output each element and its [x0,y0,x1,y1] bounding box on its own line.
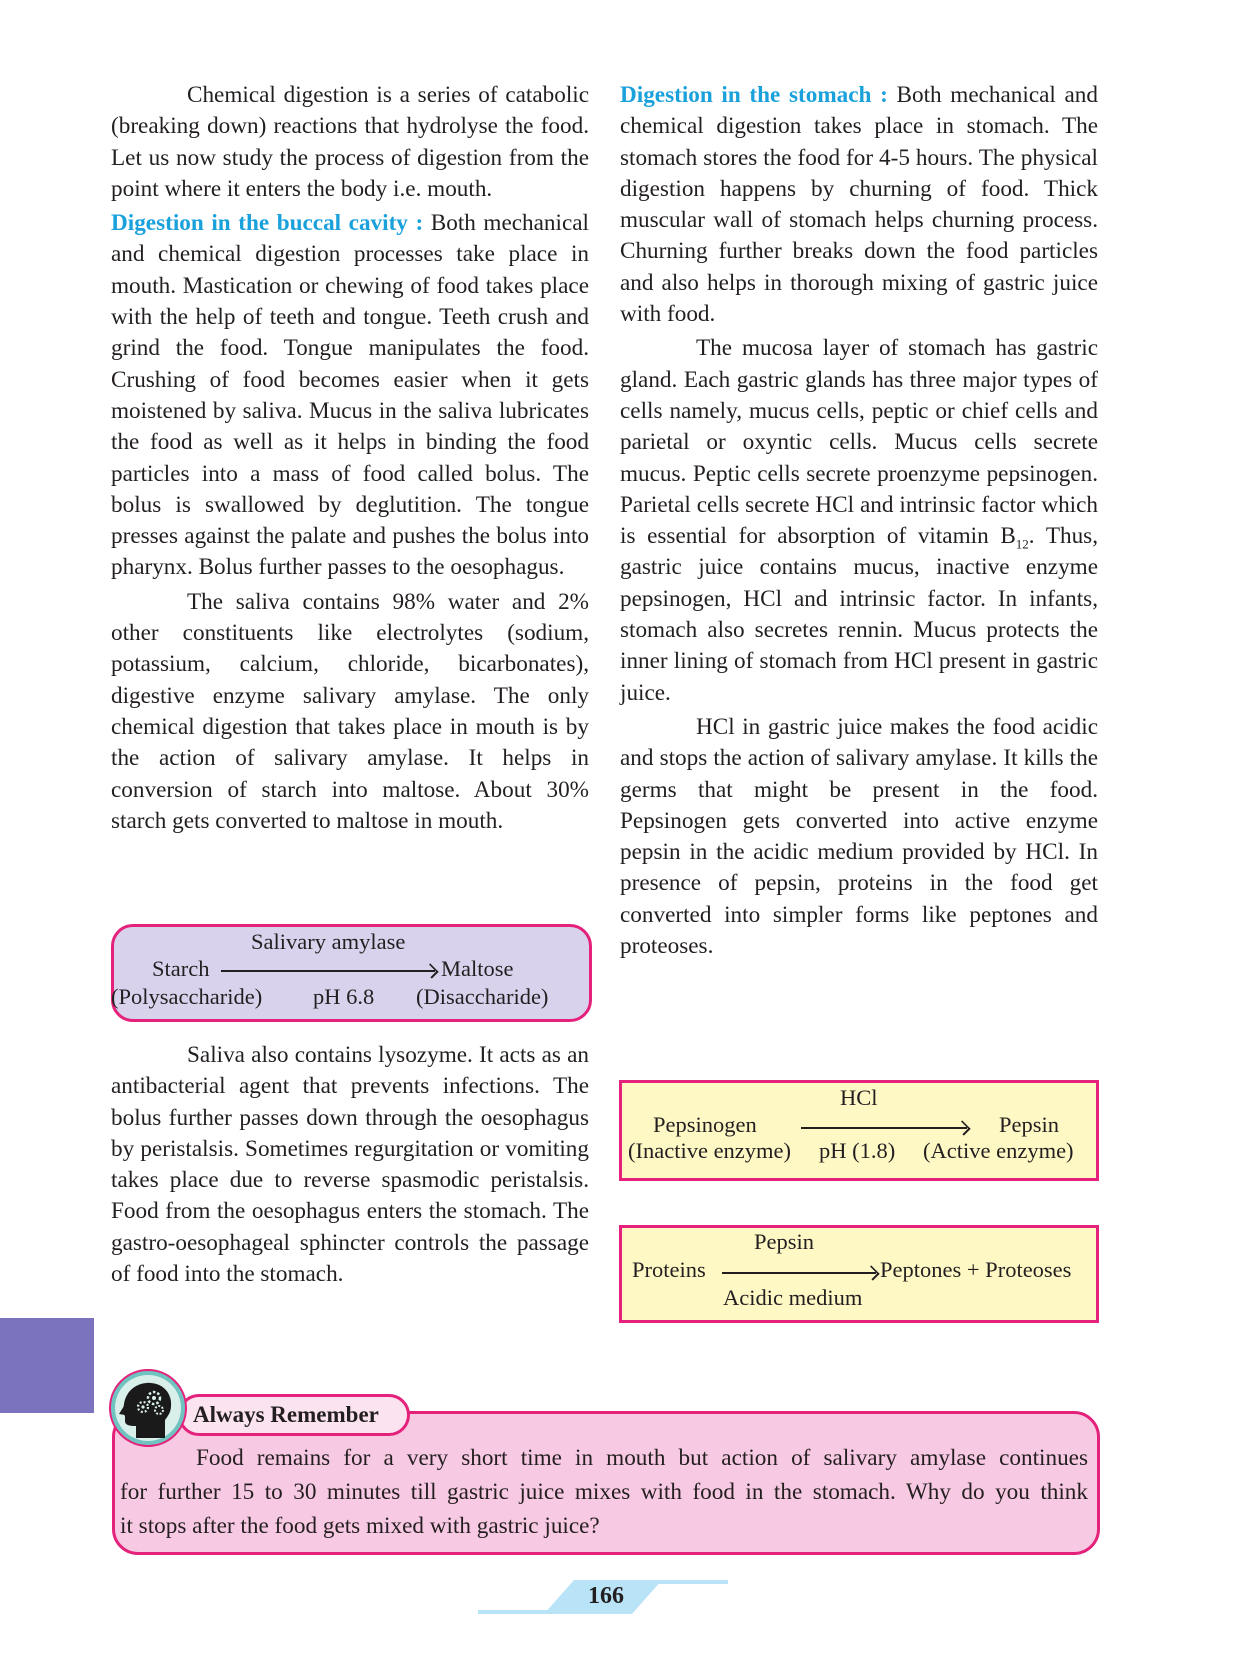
eq-substrate: Starch [152,956,210,981]
eq-product: Peptones + Proteoses [880,1257,1072,1282]
reaction-arrow [722,1272,876,1274]
eq-product-type: (Active enzyme) [923,1138,1074,1163]
eq-substrate-type: (Inactive enzyme) [628,1138,792,1163]
left-column-lower [111,1040,589,1293]
eq-condition: pH (1.8) [819,1138,896,1163]
eq-substrate-type: (Polysaccharide) [111,984,263,1009]
paragraph-buccal-cavity [111,208,589,584]
page-number: 166 [588,1583,624,1609]
subscript-12: 12 [1015,536,1029,552]
paragraph-lysozyme: Saliva also contains lysozyme. It acts as an antibacterial agent that prevents infections. The bolus further passes down through the oesophagus by peristalsis. Sometimes regurgitation or vomiting takes place due to reverse spasmodic peristalsis. Food from the oesophagus enters the stomach. The gastro-oesophageal sphincter controls the passage of food into the stomach. [111,1042,589,1288]
right-column [620,80,1098,965]
eq-product-type: (Disaccharide) [416,984,549,1009]
paragraph-stomach [620,80,1098,330]
eq-enzyme-label: Pepsin [754,1229,815,1254]
paragraph-saliva: The saliva contains 98% water and 2% other constituents like electrolytes (sodium, potassium, calcium, chloride, bicarbonates), digestive enzyme salivary amylase. The only chemical digestion that takes place in mouth is by the action of salivary amylase. It helps in conversion of starch into maltose. About 30% starch gets converted to maltose in mouth. [111,588,589,834]
remember-line-3: it stops after the food gets mixed with gastric juice? [120,1513,600,1539]
heading-stomach: Digestion in the stomach : [620,82,888,108]
eq-condition: Acidic medium [723,1285,863,1310]
left-column [111,80,589,840]
heading-buccal-cavity: Digestion in the buccal cavity : [111,210,424,237]
protein-digestion-equation-box [619,1225,1099,1323]
remember-line-1: Food remains for a very short time in mouth but action of salivary amylase continues [196,1445,1088,1471]
head-gears-icon [108,1368,188,1448]
eq-catalyst: HCl [840,1085,878,1110]
always-remember-text [120,1441,1088,1543]
stomach-text: Both mechanical and chemical digestion takes place in stomach. The stomach stores the food for 4-5 hours. The physical digestion happens by churning of food. Thick muscular wall of stomach helps churning process. Churning further breaks down the food particles and also helps in thorough mixing of gastric juice with food. [620,82,1098,328]
eq-product: Maltose [441,956,514,981]
eq-enzyme-label: Salivary amylase [251,929,406,954]
buccal-cavity-text: Both mechanical and chemical digestion processes take place in mouth. Mastication or chewing of food takes place with the help of teeth and tongue. Teeth crush and grind the food. Tongue manipulates the food. Crushing of food becomes easier when it gets moistened by saliva. Mucus in the saliva lubricates the food as well as it helps in binding the food particles into a mass of food called bolus. The bolus is swallowed by deglutition. The tongue presses against the palate and pushes the bolus into pharynx. Bolus further passes to the oesophagus. [111,210,589,581]
reaction-arrow [801,1127,967,1129]
reaction-arrow [221,970,435,972]
eq-product: Pepsin [999,1112,1060,1137]
pepsinogen-equation-box [619,1080,1099,1181]
paragraph-gastric-gland: The mucosa layer of stomach has gastric gland. Each gastric glands has three major types of cells namely, mucus cells, peptic or chief cells and parietal or oxyntic cells. Mucus cells secrete mucus. Peptic cells secrete proenzyme pepsinogen. Parietal cells secrete HCl and intrinsic factor which is essential for absorption of vitamin $B_{12}$. Thus, gastric juice contains mucus, inactive enzyme pepsinogen, HCl and intrinsic factor. In infants, stomach also secretes rennin. Mucus protects the inner lining of stomach from HCl present in gastric juice. [620,335,1099,706]
remember-line-2: for further 15 to 30 minutes till gastric juice mixes with food in the stomach. Why do you think [120,1479,1088,1505]
eq-condition: pH 6.8 [313,984,375,1009]
salivary-amylase-equation-box [111,924,592,1022]
paragraph-hcl: HCl in gastric juice makes the food acidic and stops the action of salivary amylase. It kills the germs that might be present in the food. Pepsinogen gets converted into active enzyme pepsin in the acidic medium provided by HCl. In presence of pepsin, proteins in the food get converted into simpler forms like peptones and proteoses. [620,713,1098,960]
eq-substrate: Pepsinogen [653,1112,757,1137]
side-tab-decoration [0,1318,94,1413]
eq-substrate: Proteins [632,1257,706,1282]
always-remember-label: Always Remember [178,1394,410,1436]
paragraph-chemical-digestion: Chemical digestion is a series of catabolic (breaking down) reactions that hydrolyse the food. Let us now study the process of digestion from the point where it enters the body i.e. mouth. [111,82,589,202]
